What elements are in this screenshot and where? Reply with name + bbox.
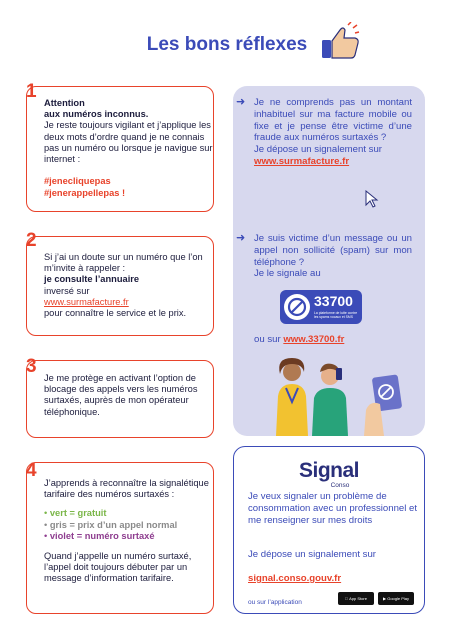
cursor-icon xyxy=(364,190,380,208)
tip-text-1 xyxy=(44,98,214,199)
tip-text-2 xyxy=(44,252,214,319)
tip-4-outro: Quand j’appelle un numéro surtaxé, l’appel doit toujours débuter par un message d’information tarifaire. xyxy=(44,551,192,584)
tip-1-body: Je reste toujours vigilant et j’applique les deux mots d’ordre quand je ne connais pas un numéro ou lorsque je navigue sur internet : xyxy=(44,120,213,165)
tip-2-text3: pour connaître le service et le prix. xyxy=(44,308,187,319)
tip-2-text: Si j’ai un doute sur un numéro que l’on m’invite à rappeler : xyxy=(44,252,203,274)
apple-icon xyxy=(345,596,348,601)
tip-number-2: 2 xyxy=(26,230,37,251)
tip-number-3: 3 xyxy=(26,356,37,377)
tip-number-4: 4 xyxy=(26,460,37,481)
or-text: ou sur xyxy=(254,334,281,345)
arrow-right-icon-2: ➜ xyxy=(236,232,246,244)
spam-question: Je suis victime d’un message ou un appel non sollicité (spam) sur mon téléphone ? xyxy=(254,233,412,268)
surmafacture-report-link[interactable]: www.surmafacture.fr xyxy=(254,155,350,167)
tip-2-bold: je consulte l’annuaire xyxy=(44,274,140,285)
play-icon: ▶ xyxy=(383,596,387,601)
spam-action: Je le signale au xyxy=(254,268,321,280)
app-store-button[interactable]: App Store xyxy=(338,592,374,605)
tip-1-subtitle: aux numéros inconnus. xyxy=(44,109,149,120)
33700-link[interactable]: www.33700.fr xyxy=(283,334,345,345)
spam-info xyxy=(254,233,412,280)
badge-subtitle: La plateforme de lutte contre les spams vocaux et SMS xyxy=(314,311,358,319)
fraud-action: Je dépose un signalement sur xyxy=(254,144,382,156)
legend-item-green: • vert = gratuit xyxy=(44,508,107,519)
fraud-question: Je ne comprends pas un montant inhabituel sur ma facture mobile ou fixe et je pense être victime d’une fraude aux numéros surtaxés ? xyxy=(254,97,412,144)
tip-1-title: Attention xyxy=(44,98,85,108)
people-illustration xyxy=(262,352,418,436)
spam-link-line xyxy=(254,334,344,346)
tip-text-3: Je me protège en activant l’option de blocage des appels vers les numéros surtaxés, auprès de mon opérateur téléphonique. xyxy=(44,373,198,417)
page-title: Les bons réflexes xyxy=(146,34,308,55)
thumbs-up-icon xyxy=(318,22,362,62)
tip-2-text2: inversé sur xyxy=(44,285,90,296)
surmafacture-link[interactable]: www.surmafacture.fr xyxy=(44,296,129,307)
tip-4-intro: J’apprends à reconnaître la signalétique tarifaire des numéros surtaxés : xyxy=(44,478,209,500)
signal-conso-logo-sub: Conso xyxy=(330,482,350,489)
legend-item-grey: • gris = prix d’un appel normal xyxy=(44,519,178,530)
badge-number: 33700 xyxy=(314,293,353,309)
legend-item-violet: • violet = numéro surtaxé xyxy=(44,530,155,541)
signal-conso-link[interactable]: signal.conso.gouv.fr xyxy=(248,573,342,584)
signal-link xyxy=(248,573,418,585)
arrow-right-icon: ➜ xyxy=(236,96,246,108)
tip-number-1: 1 xyxy=(26,81,37,102)
badge-33700 xyxy=(280,290,362,324)
hashtag-1: #jenecliquepas xyxy=(44,176,111,187)
no-entry-icon xyxy=(284,294,310,320)
signal-action: Je dépose un signalement sur xyxy=(248,549,376,560)
app-text: ou sur l’application xyxy=(248,599,302,606)
hashtag-2: #jenerappellepas ! xyxy=(44,187,126,198)
google-play-button[interactable]: ▶ Google Play xyxy=(378,592,414,605)
signal-conso-logo: Signal xyxy=(298,459,359,482)
signal-text: Je veux signaler un problème de consommation avec un professionnel et me renseigner sur mes droits xyxy=(248,491,418,526)
tip-text-4 xyxy=(44,478,216,585)
signal-conso-box xyxy=(233,446,425,614)
fraud-info xyxy=(254,97,412,168)
